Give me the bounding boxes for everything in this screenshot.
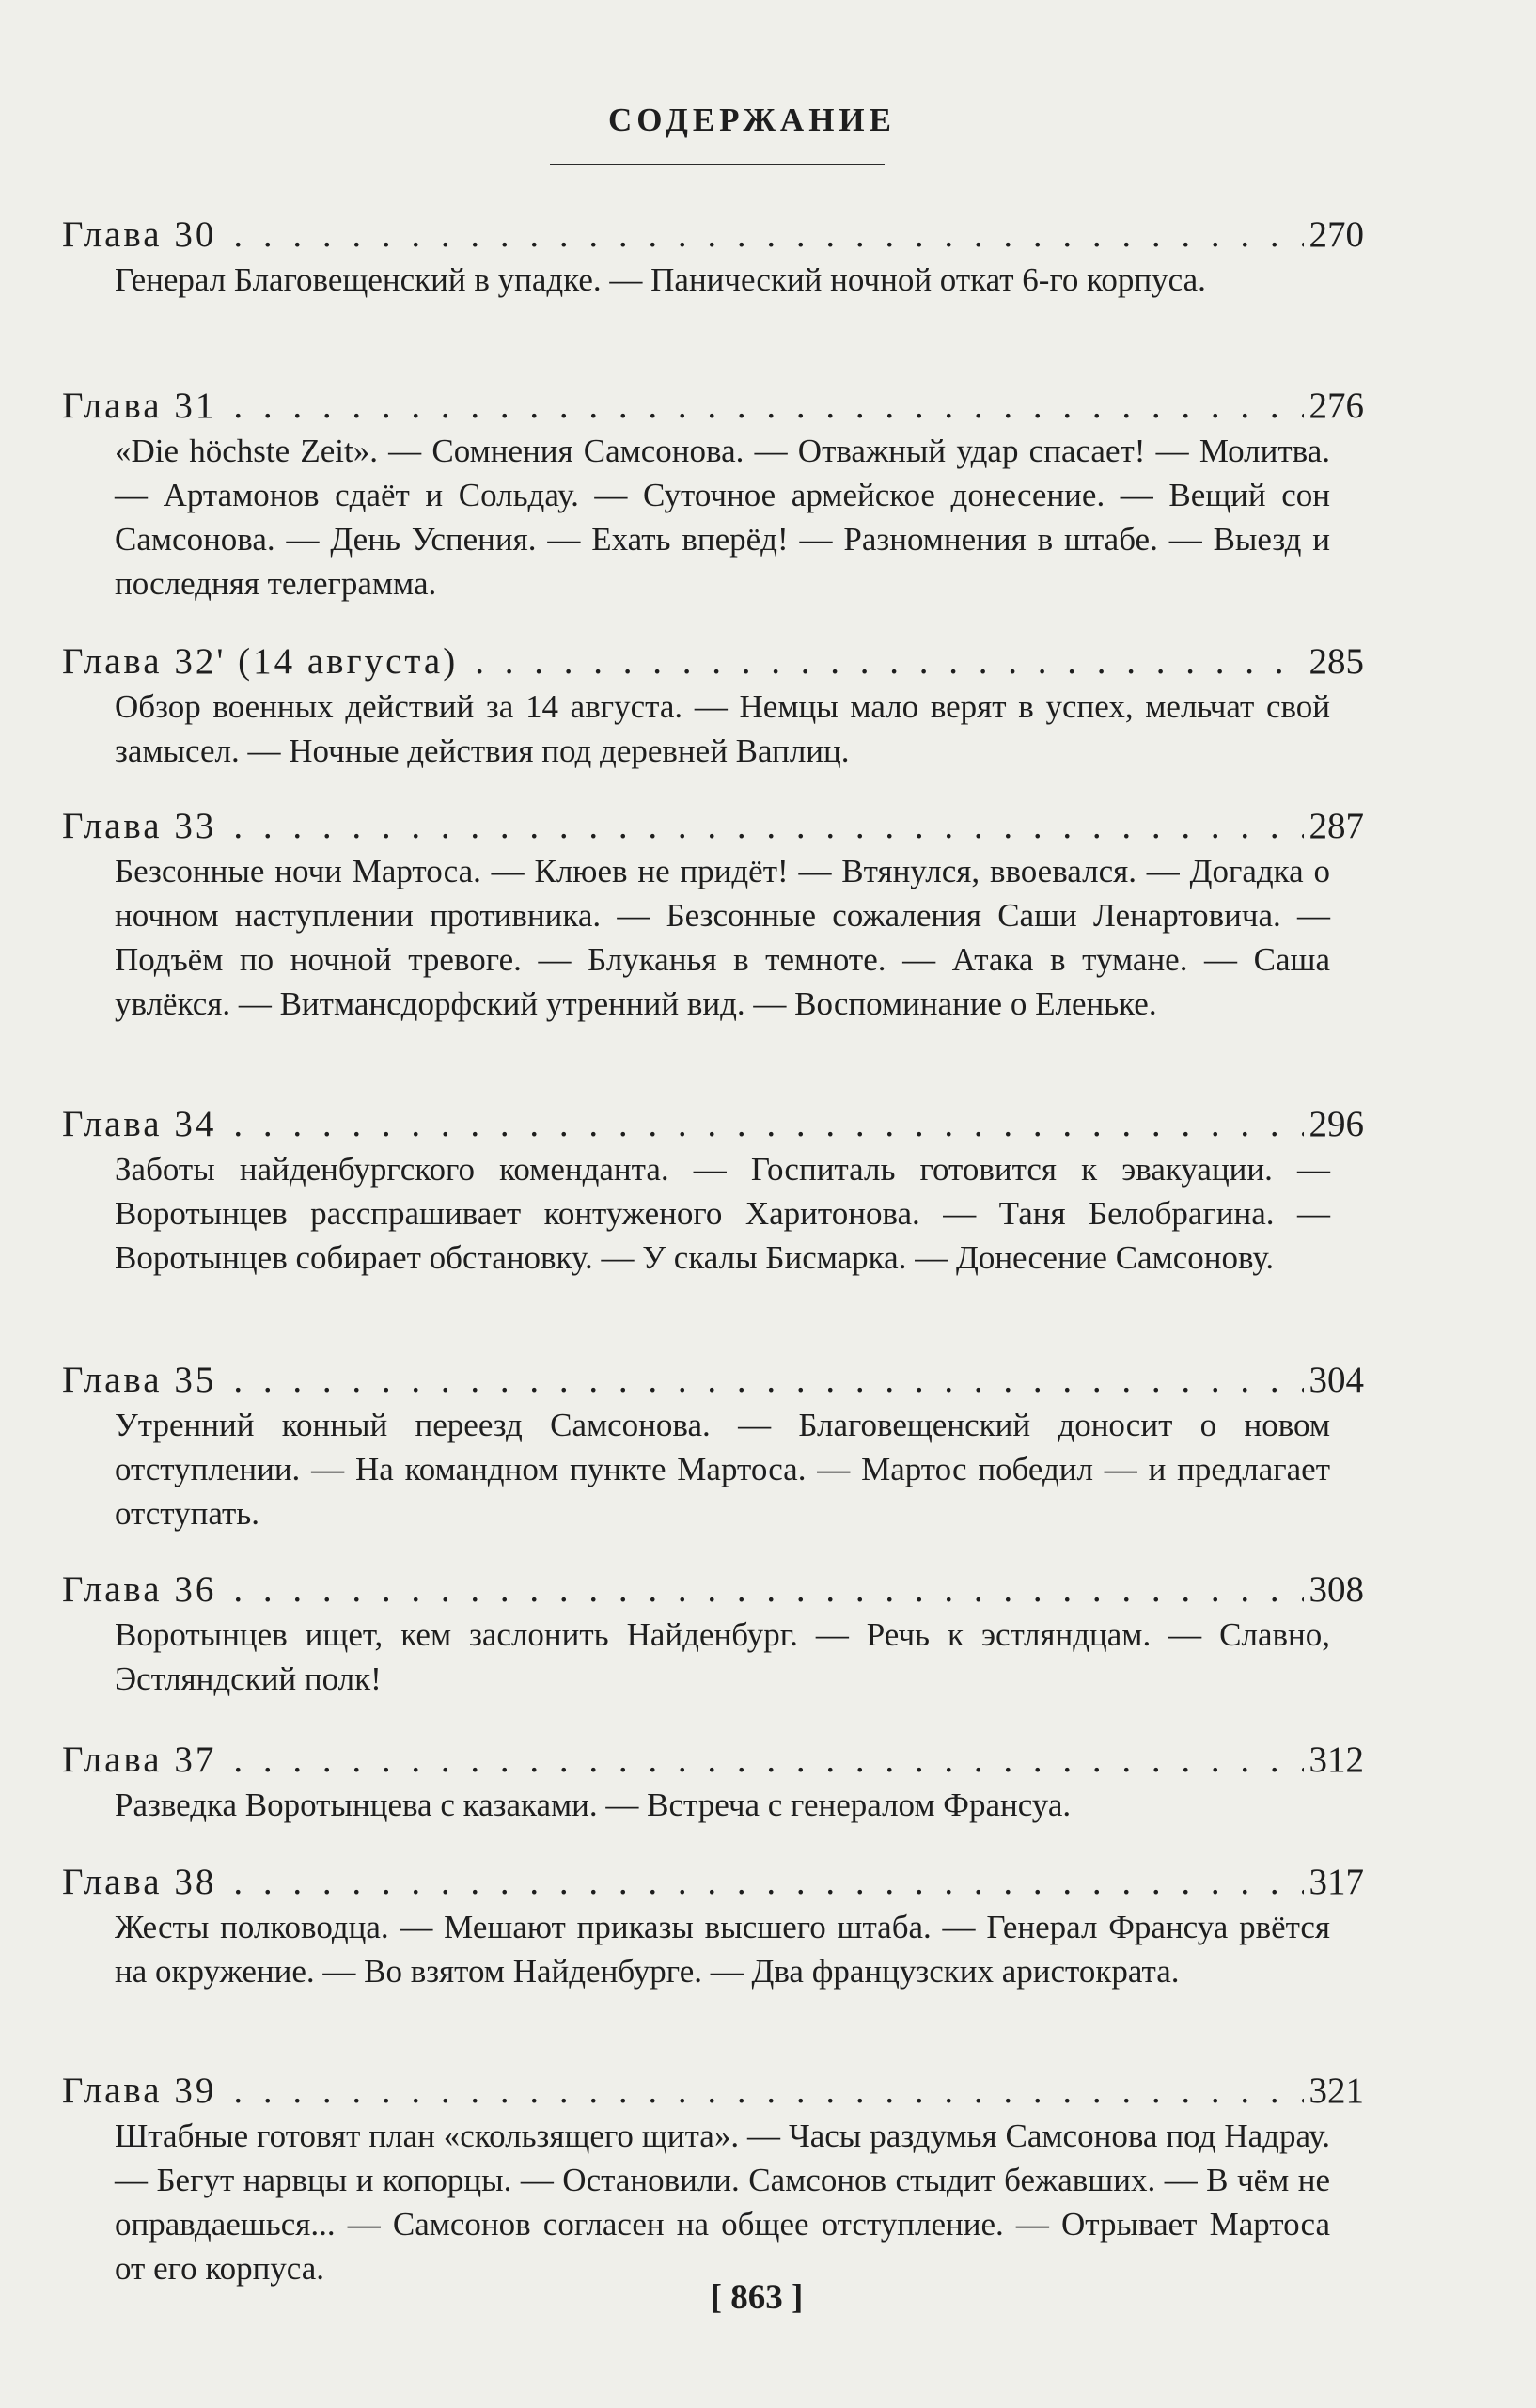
page-number: 287 <box>1309 806 1364 846</box>
chapter-title: Глава 30 <box>62 214 217 255</box>
page-number: 296 <box>1309 1104 1364 1144</box>
dot-leader <box>475 639 1303 685</box>
chapter-title: Глава 37 <box>62 1739 217 1780</box>
page-number: 312 <box>1309 1739 1364 1780</box>
chapter-title: Глава 35 <box>62 1360 217 1400</box>
chapter-summary: Жесты полководца. — Мешают приказы высшего штаба. — Генерал Франсуа рвётся на окружение. — Во взятом Найденбурге. — Два французских аристократа. <box>115 1909 1330 1990</box>
chapter-summary: Генерал Благовещенский в упадке. — Панический ночной откат 6-го корпуса. <box>115 261 1206 298</box>
dot-leader <box>233 1738 1303 1783</box>
toc-entry-38 <box>62 1860 1364 1993</box>
chapter-title: Глава 39 <box>62 2070 217 2111</box>
dot-leader <box>233 804 1303 849</box>
page-number: 317 <box>1309 1862 1364 1902</box>
dot-leader <box>233 1567 1303 1613</box>
chapter-title: Глава 33 <box>62 806 217 846</box>
chapter-title: Глава 36 <box>62 1569 217 1610</box>
dot-leader <box>233 384 1303 429</box>
page-folio-number: [ 863 ] <box>710 2278 804 2317</box>
chapter-summary: «Die höchste Zeit». — Сомнения Самсонова. — Отважный удар спасает! — Молитва. — Артамонов сдаёт и Сольдау. — Суточное армейское донесение. — Вещий сон Самсонова. — День Успения. — Ехать вперёд! — Разномнения в штабе. — Выезд и последняя телеграмма. <box>115 433 1330 602</box>
toc-entry-33 <box>62 804 1364 1026</box>
chapter-title: Глава 31 <box>62 386 217 426</box>
chapter-summary: Заботы найденбургского коменданта. — Госпиталь готовится к эвакуации. — Воротынцев расспрашивает контуженого Харитонова. — Таня Белобрагина. — Воротынцев собирает обстановку. — У скалы Бисмарка. — Донесение Самсонову. <box>115 1151 1330 1276</box>
page-number: 304 <box>1309 1360 1364 1400</box>
page-number: 321 <box>1309 2070 1364 2111</box>
chapter-title: Глава 32' (14 августа) <box>62 641 459 682</box>
chapter-summary: Утренний конный переезд Самсонова. — Благовещенский доносит о новом отступлении. — На командном пункте Мартоса. — Мартос победил — и предлагает отступать. <box>115 1407 1330 1532</box>
chapter-summary: Обзор военных действий за 14 августа. — Немцы мало верят в успех, мельчат свой замысел. — Ночные действия под деревней Ваплиц. <box>115 688 1330 769</box>
dot-leader <box>233 1358 1303 1403</box>
chapter-summary: Штабные готовят план «скользящего щита». — Часы раздумья Самсонова под Надрау. — Бегут нарвцы и копорцы. — Остановили. Самсонов стыдит бежавших. — В чём не оправдаешься... — Самсонов согласен на общее отступление. — Отрывает Мартоса от его корпуса. <box>115 2117 1330 2287</box>
toc-entry-37 <box>62 1738 1364 1827</box>
toc-entry-34 <box>62 1102 1364 1280</box>
page-number: 276 <box>1309 386 1364 426</box>
page-number: 270 <box>1309 214 1364 255</box>
toc-entry-35 <box>62 1358 1364 1535</box>
chapter-summary: Безсонные ночи Мартоса. — Клюев не придёт! — Втянулся, ввоевался. — Догадка о ночном наступлении противника. — Безсонные сожаления Саши Ленартовича. — Подъём по ночной тревоге. — Блуканья в темноте. — Атака в тумане. — Саша увлёкся. — Витмансдорфский утренний вид. — Воспоминание о Еленьке. <box>115 853 1330 1022</box>
toc-entry-32 <box>62 639 1364 773</box>
page-title: СОДЕРЖАНИЕ <box>607 102 896 138</box>
chapter-title: Глава 38 <box>62 1862 217 1902</box>
page-number: 308 <box>1309 1569 1364 1610</box>
page-number: 285 <box>1309 641 1364 682</box>
title-underline <box>550 164 885 165</box>
toc-entry-30 <box>62 212 1364 302</box>
toc-entry-36 <box>62 1567 1364 1701</box>
chapter-title: Глава 34 <box>62 1104 217 1144</box>
dot-leader <box>233 2069 1303 2114</box>
dot-leader <box>233 212 1303 258</box>
dot-leader <box>233 1102 1303 1147</box>
chapter-summary: Воротынцев ищет, кем заслонить Найденбург. — Речь к эстляндцам. — Славно, Эстляндский полк! <box>115 1616 1330 1697</box>
toc-entry-39 <box>62 2069 1364 2290</box>
toc-entry-31 <box>62 384 1364 606</box>
dot-leader <box>233 1860 1303 1905</box>
chapter-summary: Разведка Воротынцева с казаками. — Встреча с генералом Франсуа. <box>115 1786 1072 1823</box>
